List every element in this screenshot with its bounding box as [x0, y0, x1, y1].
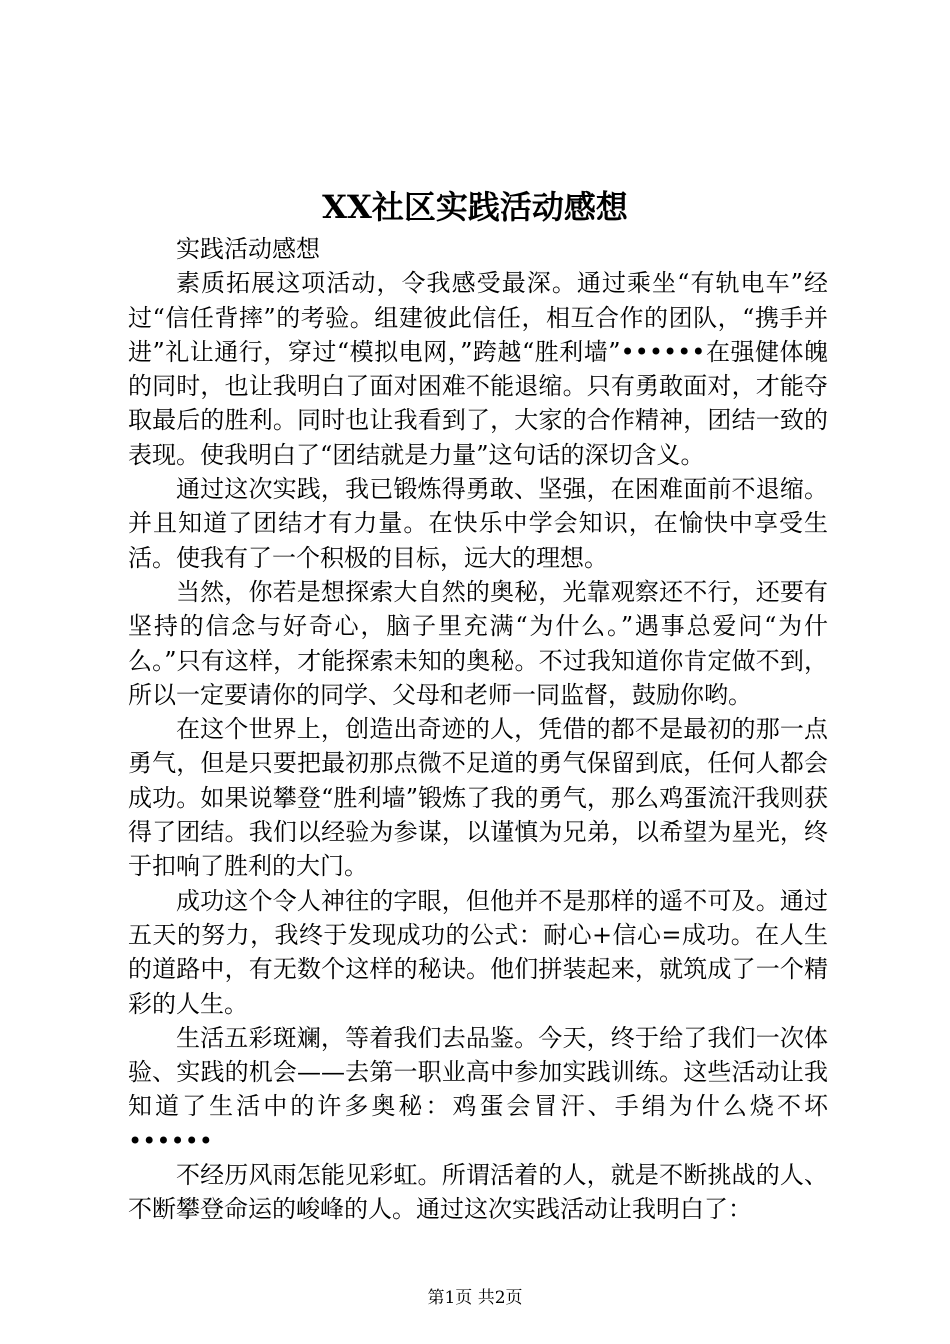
paragraph: 通过这次实践，我已锻炼得勇敢、坚强，在困难面前不退缩。并且知道了团结才有力量。在快乐中学会知识，在愉快中享受生活。使我有了一个积极的目标，远大的理想。: [128, 475, 828, 572]
paragraph: 生活五彩斑斓，等着我们去品鉴。今天，终于给了我们一次体验、实践的机会——去第一职业高中参加实践训练。这些活动让我知道了生活中的许多奥秘：鸡蛋会冒汗、手绢为什么烧不坏••••••: [128, 1023, 828, 1155]
paragraph: 不经历风雨怎能见彩虹。所谓活着的人，就是不断挑战的人、不断攀登命运的峻峰的人。通过这次实践活动让我明白了：: [128, 1161, 828, 1224]
paragraph: 当然，你若是想探索大自然的奥秘，光靠观察还不行，还要有坚持的信念与好奇心，脑子里充满“为什么。”遇事总爱问“为什么。”只有这样，才能探索未知的奥秘。不过我知道你肯定做不到，所以一定要请你的同学、父母和老师一同监督，鼓励你哟。: [128, 577, 828, 709]
paragraph: 素质拓展这项活动，令我感受最深。通过乘坐“有轨电车”经过“信任背摔”的考验。组建彼此信任，相互合作的团队，“携手并进”礼让通行，穿过“模拟电网，”跨越“胜利墙”••••••在强健体魄的同时，也让我明白了面对困难不能退缩。只有勇敢面对，才能夺取最后的胜利。同时也让我看到了，大家的合作精神，团结一致的表现。使我明白了“团结就是力量”这句话的深切含义。: [128, 269, 828, 469]
paragraph: 在这个世界上，创造出奇迹的人，凭借的都不是最初的那一点勇气，但是只要把最初那点微不足道的勇气保留到底，任何人都会成功。如果说攀登“胜利墙”锻炼了我的勇气，那么鸡蛋流汗我则获得了团结。我们以经验为参谋，以谨慎为兄弟，以希望为星光，终于扣响了胜利的大门。: [128, 715, 828, 881]
document-body: [128, 232, 828, 1227]
paragraph-subtitle: 实践活动感想: [176, 235, 320, 263]
document-title: XX社区实践活动感想: [322, 188, 628, 226]
page-footer: 第1页 共2页: [427, 1288, 523, 1308]
paragraph: 成功这个令人神往的字眼，但他并不是那样的遥不可及。通过五天的努力，我终于发现成功的公式：耐心+信心=成功。在人生的道路中，有无数个这样的秘诀。他们拼装起来，就筑成了一个精彩的人生。: [128, 886, 828, 1018]
